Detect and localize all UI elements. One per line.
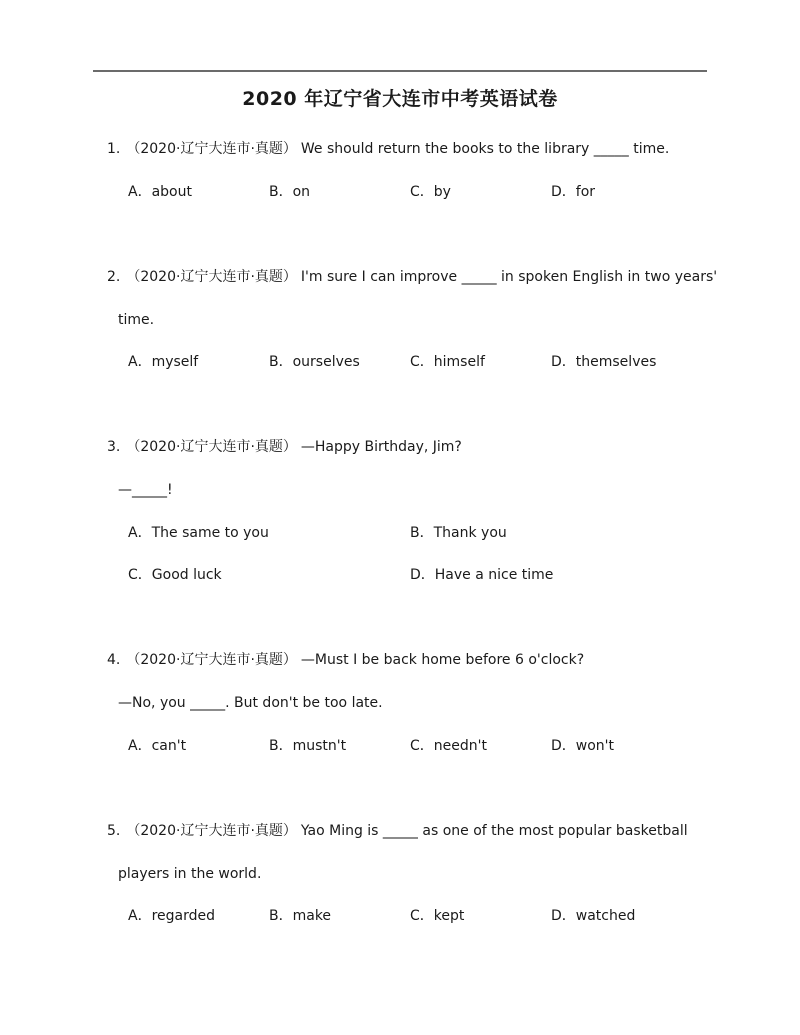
option-d[interactable]: D．for: [551, 184, 596, 200]
question-text-continued: —No, you _____. But don't be too late.: [118, 695, 383, 711]
question-number: 4.: [107, 652, 121, 668]
question-4: [107, 650, 584, 670]
question-number: 2.: [107, 269, 121, 285]
question-source: （2020·辽宁大连市·真题）: [126, 439, 297, 455]
option-d[interactable]: D．won't: [551, 738, 615, 754]
option-b[interactable]: B．ourselves: [269, 354, 360, 370]
option-c[interactable]: C．needn't: [410, 738, 487, 754]
option-c[interactable]: C．kept: [410, 908, 465, 924]
option-d[interactable]: D．themselves: [551, 354, 657, 370]
question-number: 3.: [107, 439, 121, 455]
question-text: —Must I be back home before 6 o'clock?: [300, 652, 585, 668]
question-source: （2020·辽宁大连市·真题）: [126, 141, 297, 157]
question-text: —Happy Birthday, Jim?: [300, 439, 462, 455]
question-source: （2020·辽宁大连市·真题）: [126, 652, 297, 668]
option-b[interactable]: B．on: [269, 184, 311, 200]
question-text-continued: players in the world.: [118, 866, 262, 882]
question-text-continued: —_____!: [118, 482, 173, 498]
option-c[interactable]: C．Good luck: [128, 567, 222, 583]
option-d[interactable]: D．Have a nice time: [410, 567, 554, 583]
option-b[interactable]: B．make: [269, 908, 332, 924]
question-2: [107, 267, 717, 287]
option-a[interactable]: A．about: [128, 184, 192, 200]
question-text: We should return the books to the library _____ time.: [300, 141, 670, 157]
option-b[interactable]: B．mustn't: [269, 738, 347, 754]
option-d[interactable]: D．watched: [551, 908, 636, 924]
option-c[interactable]: C．by: [410, 184, 451, 200]
option-a[interactable]: A．can't: [128, 738, 187, 754]
question-5: [107, 821, 688, 841]
question-text: I'm sure I can improve _____ in spoken English in two years': [300, 269, 718, 285]
page-title: 2020 年辽宁省大连市中考英语试卷: [242, 88, 558, 110]
question-number: 1.: [107, 141, 121, 157]
question-text-continued: time.: [118, 312, 155, 328]
option-a[interactable]: A．regarded: [128, 908, 216, 924]
option-c[interactable]: C．himself: [410, 354, 485, 370]
question-source: （2020·辽宁大连市·真题）: [126, 269, 297, 285]
option-a[interactable]: A．myself: [128, 354, 199, 370]
question-text: Yao Ming is _____ as one of the most popular basketball: [300, 823, 688, 839]
option-a[interactable]: A．The same to you: [128, 525, 269, 541]
question-number: 5.: [107, 823, 121, 839]
question-1: [107, 139, 669, 159]
question-source: （2020·辽宁大连市·真题）: [126, 823, 297, 839]
question-3: [107, 437, 462, 457]
top-divider: [93, 70, 707, 72]
option-b[interactable]: B．Thank you: [410, 525, 507, 541]
